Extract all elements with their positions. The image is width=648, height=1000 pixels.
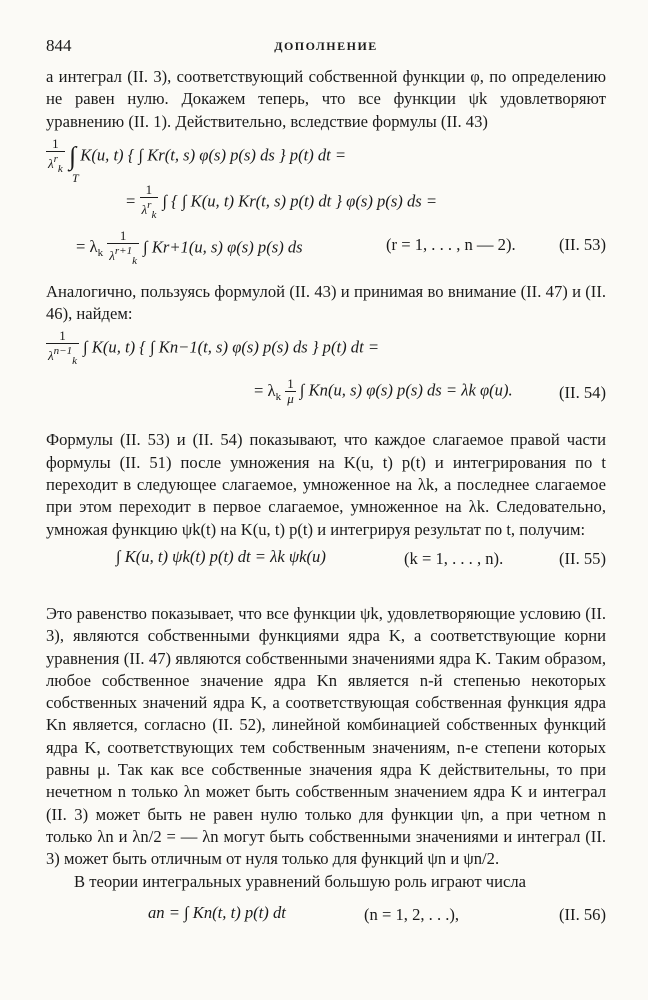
equation-54-line-1: $\frac{1}{\lambda^{n-1}_k}$ ∫ K(u, t) { ∫ Kn−1(t, s) φ(s) p(s) ds } p(t) dt =	[48, 328, 380, 368]
equation-56: an = ∫ Kn(t, t) p(t) dt (n = 1, 2, . . .), (II. 56)	[148, 902, 606, 924]
paragraph-4: Это равенство показывает, что все функции ψk, удовлетворяющие условию (II. 3), являются собственными функциями ядра K, а соответствующие корни уравнения (II. 47) являются собственными значениями ядра K. Таким образом, любое собственное значение ядра Kn является n-й степенью некоторых собственных значений ядра K, а соответствующая собственная функция ядра Kn является, согласно (II. 52), линейной комбинацией собственных функций ядра K, соответствующих тем собственным значениям, n-е степени которых равны μ. Так как все собственные значения ядра K действительны, то при нечетном n только λn может быть собственным значением ядра K и интеграл (II. 3) может быть не равен нулю только для функции ψn, а при четном n только λn и λn/2 = — λn могут быть собственными значениями и интеграл (II. 3) может быть отличным от нуля только для функций ψn и ψn/2.	[46, 603, 606, 869]
paragraph-2: Аналогично, пользуясь формулой (II. 43) и принимая во внимание (II. 47) и (II. 46), найдем:	[46, 281, 606, 324]
equation-54-line-2: = $\lambda_k$ $\frac{1}{\mu}$ ∫ Kn(u, s) φ(s) p(s) ds = λk φ(u). (II. 54)	[254, 376, 606, 407]
equation-53-line-3: = $\lambda_k$ $\frac{1}{\lambda^{r+1}_k}$ ∫ Kr+1(u, s) φ(s) p(s) ds (r = 1, . . . , n — 2). (II. 53)	[76, 227, 606, 267]
page-header	[46, 36, 606, 60]
equation-53-line-1: $\frac{1}{\lambda^r_k}$ ∫ T K(u, t) { ∫ Kr(t, s) φ(s) p(s) ds } p(t) dt =	[48, 135, 347, 185]
running-title: ДОПОЛНЕНИЕ	[274, 39, 378, 53]
equation-number-56: (II. 56)	[559, 904, 606, 924]
equation-55: ∫ K(u, t) ψk(t) p(t) dt = λk ψk(u) (k = 1, . . . , n). (II. 55)	[116, 546, 606, 568]
equation-number-54: (II. 54)	[559, 383, 606, 403]
equation-number-55: (II. 55)	[559, 548, 606, 568]
page	[46, 36, 606, 951]
equation-53-line-2: = $\frac{1}{\lambda^r_k}$ ∫ { ∫ K(u, t) Kr(t, s) p(t) dt } φ(s) p(s) ds =	[126, 181, 438, 221]
paragraph-3: Формулы (II. 53) и (II. 54) показывают, что каждое слагаемое правой части формулы (II. 51) после умножения на K(u, t) p(t) и интегрирования по t переходит в следующее слагаемое, умноженное на λk, а последнее слагаемое при этом переходит в первое слагаемое, умноженное на λk. Следовательно, умножая функцию ψk(t) на K(u, t) p(t) и интегрируя результат по t, получим:	[46, 430, 606, 539]
page-number: 844	[46, 36, 72, 55]
equation-number-53: (II. 53)	[559, 234, 606, 254]
integral-sign: ∫	[68, 141, 77, 171]
paragraph-1: а интеграл (II. 3), соответствующий собственной функции φ, по определению не равен нулю. Докажем теперь, что все функции ψk удовлетворяют уравнению (II. 1). Действительно, вследствие формулы (II. 43)	[46, 67, 606, 131]
paragraph-5: В теории интегральных уравнений большую роль играют числа	[74, 871, 527, 891]
